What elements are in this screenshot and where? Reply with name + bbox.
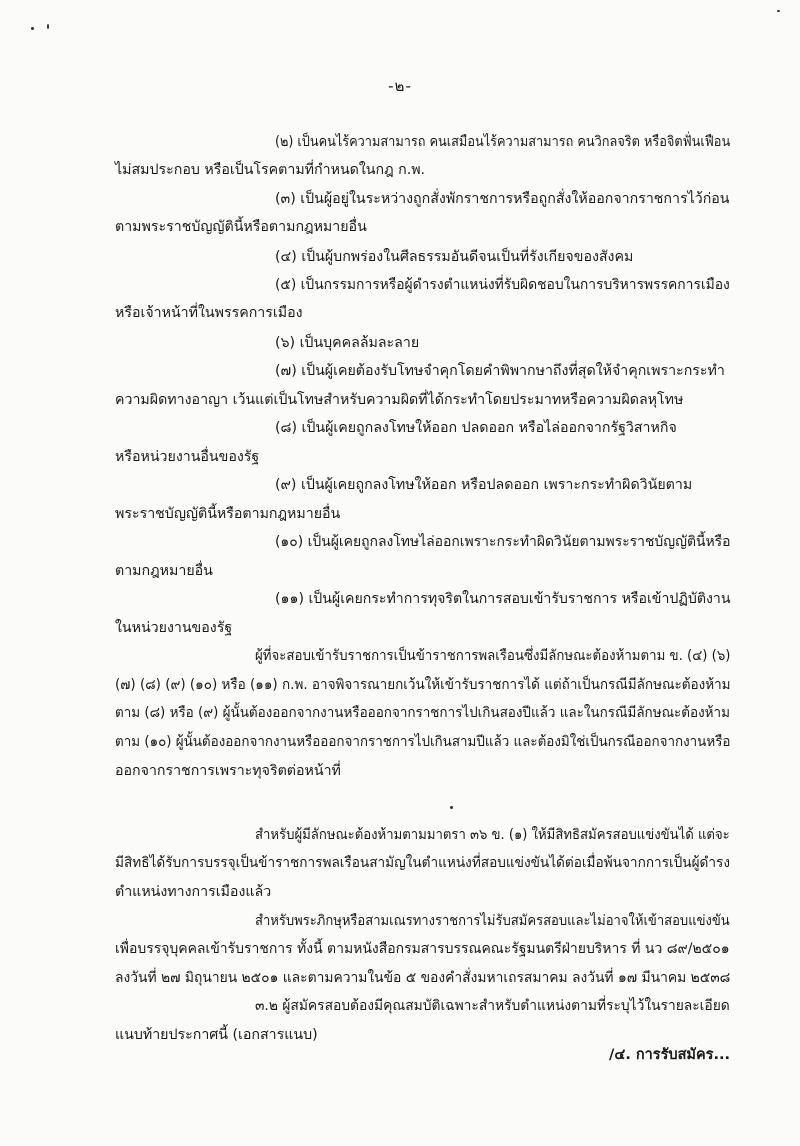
text-line: ผู้ที่จะสอบเข้ารับราชการเป็นข้าราชการพลเรือนซึ่งมีลักษณะต้องห้ามตาม ข. (๔) (๖) [255,648,731,664]
scan-speck [450,806,453,809]
text-line: หรือหน่วยงานอื่นของรัฐ [115,449,260,465]
text-line: ตำแหน่งทางการเมืองแล้ว [115,884,272,900]
text-line: (๙) เป็นผู้เคยถูกลงโทษให้ออก หรือปลดออก เพราะกระทำผิดวินัยตาม [275,477,693,493]
text-line: ตาม (๘) หรือ (๙) ผู้นั้นต้องออกจากงานหรือออกจากราชการไปเกินสองปีแล้ว และในกรณีมีลักษณะต้องห้าม [115,705,730,721]
text-line: สำหรับผู้มีลักษณะต้องห้ามตามมาตรา ๓๖ ข. (๑) ให้มีสิทธิสมัครสอบแข่งขันได้ แต่จะ [255,827,730,843]
text-line: ตามพระราชบัญญัตินี้หรือตามกฎหมายอื่น [115,219,367,235]
text-line: (๕) เป็นกรรมการหรือผู้ดำรงตำแหน่งที่รับผิดชอบในการบริหารพรรคการเมือง [275,277,730,293]
text-line: เพื่อบรรจุบุคคลเข้ารับราชการ ทั้งนี้ ตามหนังสือกรมสารบรรณคณะรัฐมนตรีฝ่ายบริหาร ที่ นว ๘๙/๒๕๐๑ [115,941,730,957]
text-line: (๗) เป็นผู้เคยต้องรับโทษจำคุกโดยคำพิพากษาถึงที่สุดให้จำคุกเพราะกระทำ [275,363,725,379]
page-number: -๒- [388,77,412,95]
text-line: ลงวันที่ ๒๗ มิถุนายน ๒๕๐๑ และตามความในข้อ ๕ ของคำสั่งมหาเถรสมาคม ลงวันที่ ๑๗ มีนาคม ๒๕๓๘ [115,970,731,986]
text-line: แนบท้ายประกาศนี้ (เอกสารแนบ) [115,1027,318,1043]
text-line: ความผิดทางอาญา เว้นแต่เป็นโทษสำหรับความผิดที่ได้กระทำโดยประมาทหรือความผิดลหุโทษ [115,392,684,408]
text-line: (๑๐) เป็นผู้เคยถูกลงโทษไล่ออกเพราะกระทำผิดวินัยตามพระราชบัญญัตินี้หรือ [275,534,731,550]
text-line: (๑๑) เป็นผู้เคยกระทำการทุจริตในการสอบเข้ารับราชการ หรือเข้าปฏิบัติงาน [275,591,731,607]
scan-speck [777,10,780,12]
text-line: ตาม (๑๐) ผู้นั้นต้องออกจากงานหรือออกจากราชการไปเกินสามปีแล้ว และต้องมิใช่เป็นกรณีออกจากงานหรือ [115,734,731,750]
text-line: (๗) (๘) (๙) (๑๐) หรือ (๑๑) ก.พ. อาจพิจารณายกเว้นให้เข้ารับราชการได้ แต่ถ้าเป็นกรณีมีลักษณะต้องห้าม [115,677,731,693]
text-line: (๒) เป็นคนไร้ความสามารถ คนเสมือนไร้ความสามารถ คนวิกลจริต หรือจิตฟั่นเฟือน [275,134,731,150]
text-line: สำหรับพระภิกษุหรือสามเณรทางราชการไม่รับสมัครสอบและไม่อาจให้เข้าสอบแข่งขัน [255,913,730,929]
text-line: (๔) เป็นผู้บกพร่องในศีลธรรมอันดีจนเป็นที่รังเกียจของสังคม [275,249,634,265]
text-line: ไม่สมประกอบ หรือเป็นโรคตามที่กำหนดในกฎ ก.พ. [115,162,426,178]
text-line: หรือเจ้าหน้าที่ในพรรคการเมือง [115,305,303,321]
text-line: (๓) เป็นผู้อยู่ในระหว่างถูกสั่งพักราชการหรือถูกสั่งให้ออกจากราชการไว้ก่อน [275,191,730,207]
text-line: ตามกฎหมายอื่น [115,563,213,579]
next-page-reference: /๔. การรับสมัคร... [609,1047,730,1063]
text-line: ๓.๒ ผู้สมัครสอบต้องมีคุณสมบัติเฉพาะสำหรับตำแหน่งตามที่ระบุไว้ในรายละเอียด [255,998,730,1014]
text-line: ออกจากราชการเพราะทุจริตต่อหน้าที่ [115,763,341,779]
scan-speck [31,27,34,30]
text-line: พระราชบัญญัตินี้หรือตามกฎหมายอื่น [115,506,341,522]
text-line: ในหน่วยงานของรัฐ [115,620,233,636]
text-line: (๘) เป็นผู้เคยถูกลงโทษให้ออก ปลดออก หรือไล่ออกจากรัฐวิสาหกิจ [275,420,677,436]
text-line: มีสิทธิได้รับการบรรจุเป็นข้าราชการพลเรือนสามัญในตำแหน่งที่สอบแข่งขันได้ต่อเมื่อพ้นจากการเป็นผู้ดำรง [115,855,730,871]
scan-speck [47,24,49,29]
text-line: (๖) เป็นบุคคลล้มละลาย [275,335,420,351]
